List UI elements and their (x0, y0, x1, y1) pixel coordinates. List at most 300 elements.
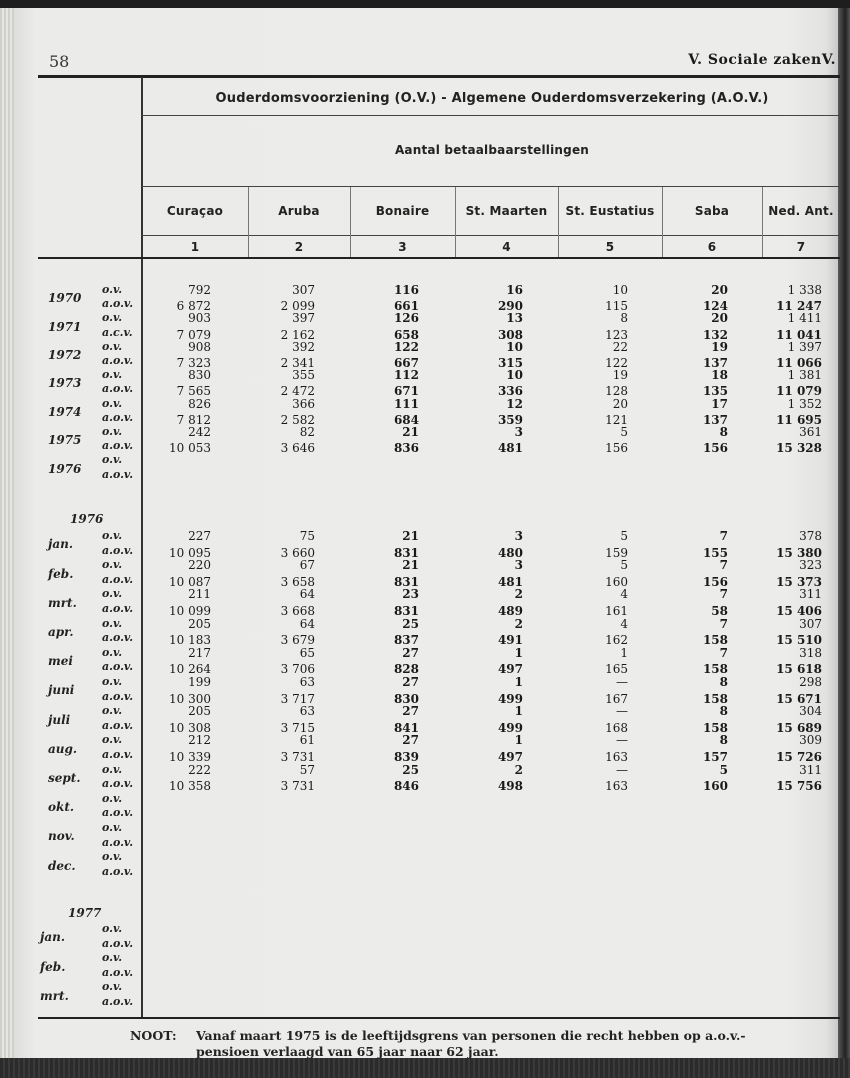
table-cell: 122 (393, 339, 419, 354)
table-cell: 311 (799, 587, 822, 602)
row-type-label: o.v. (102, 704, 123, 718)
table-cell: 7 812 (176, 412, 211, 427)
table-cell: 8 (719, 733, 728, 748)
row-type-label: o.v. (102, 850, 123, 864)
table-cell: 489 (497, 604, 523, 618)
column-number: 2 (294, 240, 304, 254)
month-label: sept. (48, 770, 81, 785)
column-number: 1 (190, 240, 200, 254)
table-cell: 61 (299, 733, 315, 748)
table-cell: 359 (497, 412, 523, 427)
table-cell: 366 (292, 396, 315, 411)
table-cell: 3 (514, 558, 523, 573)
row-type-label: a.o.v. (102, 718, 134, 732)
top-rule (38, 75, 840, 78)
row-type-label: o.v. (102, 980, 123, 994)
table-cell: 137 (702, 356, 728, 370)
table-cell: 3 (514, 425, 523, 439)
table-cell: 10 308 (169, 720, 211, 735)
table-cell: 15 328 (776, 441, 822, 456)
year-label: 1973 (48, 376, 82, 391)
table-cell: 323 (799, 558, 822, 573)
row-type-label: o.v. (102, 922, 123, 935)
row-type-label: a.o.v. (102, 660, 134, 674)
table-cell: 158 (702, 662, 728, 677)
row-type-label: a.o.v. (102, 864, 134, 878)
table-cell: 15 726 (776, 750, 822, 764)
table-cell: 3 717 (280, 691, 315, 706)
note-line-2: pensioen verlaagd van 65 jaar naar 62 jaar. (196, 1044, 499, 1059)
table-cell: 1 352 (787, 396, 822, 411)
table-cell: 162 (605, 633, 628, 648)
table-cell: 220 (188, 558, 211, 573)
table-cell: 132 (702, 327, 728, 342)
table-cell: 126 (393, 311, 419, 326)
table-cell: 839 (393, 750, 419, 764)
table-cell: 21 (402, 558, 419, 573)
bottom-rule (38, 1017, 840, 1019)
table-cell: 2 162 (280, 327, 315, 342)
row-type-label: a.o.v. (102, 689, 134, 703)
table-cell: 242 (188, 425, 211, 439)
column-number: 4 (502, 240, 511, 254)
table-cell: 168 (605, 720, 628, 735)
table-cell: 836 (393, 441, 419, 456)
table-cell: 8 (620, 311, 628, 326)
table-cell: 7 (719, 587, 728, 602)
table-cell: 161 (605, 604, 628, 618)
table-cell: 15 618 (776, 662, 822, 677)
table-cell: 15 756 (776, 779, 822, 794)
row-type-label: a.o.v. (102, 382, 134, 396)
table-cell: 158 (702, 633, 728, 648)
table-cell: 2 472 (280, 384, 315, 399)
table-cell: 12 (506, 396, 523, 411)
table-cell: 1 397 (787, 339, 822, 354)
month-label: feb. (48, 566, 74, 581)
year-label: 1972 (48, 347, 82, 362)
table-cell: 160 (702, 779, 728, 794)
table-cell: 11 079 (776, 384, 822, 399)
table-cell: 846 (393, 779, 419, 794)
table-cell: 684 (393, 412, 419, 427)
table-cell: 157 (702, 750, 728, 764)
row-type-label: a.o.v. (102, 602, 134, 615)
column-header: St. Eustatius (565, 204, 655, 218)
table-cell: 481 (497, 441, 523, 456)
table-cell: 661 (393, 299, 419, 314)
table-cell: 497 (497, 750, 523, 764)
table-cell: 160 (605, 574, 628, 589)
table-cell: 217 (188, 645, 211, 660)
table-cell: 64 (299, 587, 315, 602)
table-cell: 671 (393, 384, 419, 399)
table-cell: 308 (497, 327, 523, 342)
table-cell: 1 (514, 704, 523, 719)
row-type-label: o.v. (102, 675, 123, 688)
table-cell: 19 (711, 339, 728, 354)
colhead-rule (142, 235, 840, 236)
table-cell: 10 183 (169, 633, 211, 648)
title-rule (142, 115, 840, 116)
row-type-label: a.o.v. (102, 467, 134, 481)
table-cell: 13 (506, 311, 523, 326)
column-header: Aruba (278, 204, 320, 218)
table-cell: 298 (799, 675, 822, 689)
table-cell: 499 (497, 691, 523, 706)
table-cell: 167 (605, 691, 628, 706)
year-label: 1976 (70, 512, 104, 526)
table-cell: 112 (393, 368, 419, 383)
table-cell: 10 087 (169, 574, 211, 589)
table-cell: 6 872 (176, 299, 211, 314)
table-cell: 25 (402, 616, 419, 631)
row-type-label: a.o.v. (102, 631, 134, 645)
table-cell: 1 (620, 645, 628, 660)
table-cell: 497 (497, 662, 523, 677)
table-cell: 10 (506, 339, 523, 354)
table-cell: 315 (497, 356, 523, 370)
table-cell: 10 095 (169, 545, 211, 560)
table-cell: 361 (799, 425, 822, 439)
table-cell: 10 339 (169, 750, 211, 764)
table-cell: 15 510 (776, 633, 822, 648)
month-label: juli (48, 712, 71, 727)
table-subtitle: Aantal betaalbaarstellingen (394, 143, 590, 157)
table-cell: 10 358 (169, 779, 211, 794)
table-cell: 18 (711, 368, 728, 383)
row-type-label: o.v. (102, 396, 123, 410)
column-number: 6 (707, 240, 717, 254)
table-cell: 155 (702, 545, 728, 560)
table-cell: 122 (605, 356, 628, 370)
month-label: mrt. (40, 988, 69, 1003)
table-cell: 212 (188, 733, 211, 748)
table-cell: 7 (719, 529, 728, 543)
table-cell: 17 (711, 396, 728, 411)
column-number: 3 (398, 240, 407, 254)
bottom-edge (0, 1058, 850, 1078)
table-cell: 3 731 (280, 750, 315, 764)
table-cell: 205 (188, 704, 211, 719)
table-cell: 20 (711, 283, 728, 297)
column-header: Saba (694, 204, 730, 218)
year-label: 1974 (48, 404, 82, 419)
document-page (6, 8, 844, 1060)
table-cell: 15 380 (776, 545, 822, 560)
page-number: 58 (49, 52, 70, 71)
table-cell: 27 (402, 733, 419, 748)
table-cell: 498 (497, 779, 523, 794)
month-label: jan. (40, 930, 66, 945)
column-number: 7 (796, 240, 806, 254)
table-cell: 10 053 (169, 441, 211, 456)
table-cell: 1 (514, 645, 523, 660)
month-label: aug. (48, 741, 78, 756)
table-cell: 116 (393, 283, 419, 297)
table-cell: 5 (620, 425, 628, 439)
row-type-label: a.o.v. (102, 936, 134, 950)
row-type-label: a.o.v. (102, 543, 134, 557)
row-type-label: a.o.v. (102, 995, 134, 1008)
month-label: nov. (48, 829, 75, 844)
row-type-label: a.o.v. (102, 777, 134, 791)
table-cell: 1 338 (787, 283, 822, 297)
row-type-label: o.v. (102, 311, 123, 325)
table-cell: 64 (299, 616, 315, 631)
table-cell: — (616, 675, 628, 689)
chapter-heading: V. Sociale zakenV. (688, 52, 836, 68)
column-header: Curaçao (166, 204, 224, 218)
table-cell: 163 (605, 750, 628, 764)
table-cell: 830 (188, 368, 211, 383)
table-cell: 27 (402, 704, 419, 719)
row-type-label: a.o.v. (102, 572, 134, 586)
year-label: 1977 (68, 906, 102, 920)
table-cell: 25 (402, 762, 419, 777)
year-label: 1970 (48, 291, 82, 306)
table-cell: 227 (188, 529, 211, 543)
table-cell: 908 (188, 339, 211, 354)
table-cell: 480 (497, 545, 523, 560)
table-cell: 307 (292, 283, 315, 297)
table-cell: 156 (605, 441, 628, 456)
stub-divider (141, 77, 143, 1017)
table-cell: 63 (299, 675, 315, 689)
table-cell: 3 731 (280, 779, 315, 794)
row-type-label: a.o.v. (102, 748, 134, 761)
book-binding (838, 8, 850, 1068)
column-header: Ned. Ant. (768, 204, 834, 218)
table-cell: 658 (393, 327, 419, 342)
table-cell: 304 (799, 704, 822, 719)
table-cell: 82 (299, 425, 315, 439)
table-cell: 318 (799, 645, 822, 660)
subtitle-rule (142, 186, 840, 187)
table-cell: 837 (393, 633, 419, 648)
page-stack-edges (0, 8, 14, 1060)
table-cell: 307 (799, 616, 822, 631)
row-type-label: a.c.v. (102, 325, 133, 339)
month-label: feb. (40, 959, 66, 974)
table-cell: 1 381 (787, 368, 822, 383)
table-cell: — (616, 762, 628, 777)
row-type-label: o.v. (102, 368, 123, 382)
table-cell: 481 (497, 574, 523, 589)
table-cell: 667 (393, 356, 419, 370)
table-cell: 392 (292, 339, 315, 354)
table-cell: 15 373 (776, 574, 822, 589)
column-header: St. Maarten (465, 204, 548, 218)
table-cell: 7 (719, 558, 728, 573)
table-cell: 27 (402, 645, 419, 660)
table-cell: 2 099 (280, 299, 315, 314)
table-cell: 128 (605, 384, 628, 399)
row-type-label: o.v. (102, 791, 123, 805)
month-label: juni (48, 683, 75, 698)
table-cell: 3 646 (280, 441, 315, 456)
table-cell: 15 689 (776, 720, 822, 735)
table-cell: 10 099 (169, 604, 211, 618)
month-label: apr. (48, 624, 74, 639)
table-cell: 831 (393, 574, 419, 589)
table-cell: 499 (497, 720, 523, 735)
row-type-label: o.v. (102, 616, 123, 630)
table-cell: 397 (292, 311, 315, 326)
table-cell: 63 (299, 704, 315, 719)
table-cell: 1 (514, 733, 523, 748)
table-cell: 841 (393, 720, 419, 735)
note-label: NOOT: (130, 1028, 177, 1043)
table-cell: 311 (799, 762, 822, 777)
table-cell: 11 066 (776, 356, 822, 370)
table-cell: 5 (719, 762, 728, 777)
column-header: Bonaire (375, 204, 430, 218)
table-cell: 11 247 (776, 299, 822, 314)
table-cell: 2 341 (280, 356, 315, 370)
row-type-label: o.v. (102, 821, 123, 834)
row-type-label: o.v. (102, 762, 123, 776)
table-cell: 8 (719, 704, 728, 719)
table-cell: 3 668 (280, 604, 315, 618)
year-label: 1971 (48, 319, 82, 334)
table-cell: 27 (402, 675, 419, 689)
table-cell: 290 (497, 299, 523, 314)
table-cell: 124 (702, 299, 728, 314)
table-cell: 2 582 (280, 412, 315, 427)
table-cell: 3 660 (280, 545, 315, 560)
table-cell: 19 (612, 368, 628, 383)
month-label: dec. (48, 858, 76, 873)
table-cell: 3 715 (280, 720, 315, 735)
table-cell: 3 706 (280, 662, 315, 677)
row-type-label: o.v. (102, 645, 123, 659)
table-cell: 10 264 (169, 662, 211, 677)
table-cell: 336 (497, 384, 523, 399)
table-cell: 831 (393, 545, 419, 560)
table-cell: 5 (620, 529, 628, 543)
table-cell: 211 (188, 587, 211, 602)
table-cell: 7 079 (176, 327, 211, 342)
row-type-label: a.o.v. (102, 410, 134, 424)
table-cell: 8 (719, 425, 728, 439)
header-bottom-rule (38, 257, 840, 259)
table-cell: 20 (612, 396, 628, 411)
table-cell: 355 (292, 368, 315, 383)
row-type-label: o.v. (102, 339, 123, 353)
table-cell: 3 658 (280, 574, 315, 589)
table-cell: 21 (402, 529, 419, 543)
table-cell: 10 (506, 368, 523, 383)
row-type-label: o.v. (102, 558, 123, 572)
row-type-label: o.v. (102, 951, 123, 965)
table-cell: — (616, 733, 628, 748)
table-cell: 7 (719, 616, 728, 631)
table-cell: 159 (605, 545, 628, 560)
table-cell: 121 (605, 412, 628, 427)
month-label: jan. (48, 537, 74, 552)
table-cell: 205 (188, 616, 211, 631)
month-label: okt. (48, 800, 75, 815)
table-cell: 199 (188, 675, 211, 689)
table-cell: 57 (299, 762, 315, 777)
table-cell: 491 (497, 633, 523, 648)
table-cell: 3 (514, 529, 523, 543)
table-cell: 115 (605, 299, 628, 314)
table-cell: 3 679 (280, 633, 315, 648)
table-cell: 75 (299, 529, 315, 543)
table-cell: 123 (605, 327, 628, 342)
row-type-label: o.v. (102, 733, 123, 747)
table-cell: 828 (393, 662, 419, 677)
table-cell: 903 (188, 311, 211, 326)
table-cell: 15 406 (776, 604, 822, 618)
row-type-label: a.o.v. (102, 806, 134, 820)
table-cell: 158 (702, 720, 728, 735)
table-cell: 222 (188, 762, 211, 777)
table-cell: 15 671 (776, 691, 822, 706)
table-title: Ouderdomsvoorziening (O.V.) - Algemene Ouderdomsverzekering (A.O.V.) (215, 91, 769, 106)
month-label: mrt. (48, 595, 77, 610)
row-type-label: a.o.v. (102, 354, 134, 367)
row-type-label: o.v. (102, 283, 123, 296)
table-cell: 2 (514, 616, 523, 631)
table-cell: 65 (299, 645, 315, 660)
table-cell: 831 (393, 604, 419, 618)
row-type-label: o.v. (102, 587, 123, 601)
table-cell: — (616, 704, 628, 719)
table-cell: 21 (402, 425, 419, 439)
table-cell: 16 (506, 283, 523, 297)
table-cell: 309 (799, 733, 822, 748)
table-cell: 135 (702, 384, 728, 399)
table-cell: 792 (188, 283, 211, 297)
note-line-1: Vanaf maart 1975 is de leeftijdsgrens van personen die recht hebben op a.o.v.- (196, 1028, 746, 1043)
table-cell: 20 (711, 311, 728, 326)
table-cell: 2 (514, 762, 523, 777)
table-cell: 10 (612, 283, 628, 297)
table-cell: 67 (299, 558, 315, 573)
table-cell: 22 (612, 339, 628, 354)
table-cell: 8 (719, 675, 728, 689)
row-type-label: a.o.v. (102, 835, 134, 849)
table-cell: 11 695 (776, 412, 822, 427)
table-cell: 378 (799, 529, 822, 543)
row-type-label: o.v. (102, 453, 123, 467)
table-cell: 58 (711, 604, 728, 618)
table-cell: 4 (620, 587, 628, 602)
table-cell: 11 041 (776, 327, 822, 342)
table-cell: 7 323 (176, 356, 211, 370)
column-number: 5 (605, 240, 615, 254)
year-label: 1976 (48, 461, 82, 476)
table-cell: 158 (702, 691, 728, 706)
table-cell: 5 (620, 558, 628, 573)
table-cell: 163 (605, 779, 628, 794)
table-cell: 137 (702, 412, 728, 427)
table-cell: 1 411 (787, 311, 822, 326)
row-type-label: o.v. (102, 425, 123, 438)
year-label: 1975 (48, 433, 82, 448)
table-cell: 1 (514, 675, 523, 689)
table-cell: 7 565 (176, 384, 211, 399)
table-cell: 826 (188, 396, 211, 411)
table-cell: 23 (402, 587, 419, 602)
table-cell: 111 (393, 396, 419, 411)
table-cell: 2 (514, 587, 523, 602)
table-cell: 4 (620, 616, 628, 631)
row-type-label: a.o.v. (102, 439, 134, 453)
